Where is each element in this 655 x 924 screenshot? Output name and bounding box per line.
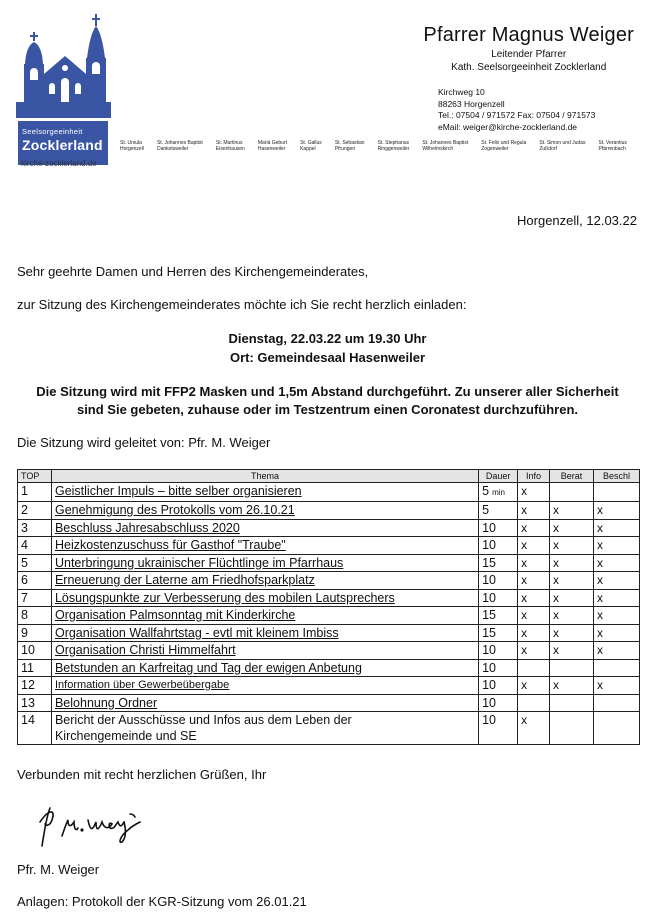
row-duration: [479, 572, 518, 590]
row-decision-flag: x: [594, 554, 640, 572]
row-topic: Genehmigung des Protokolls vom 26.10.21: [51, 502, 478, 520]
row-info-flag: x: [518, 572, 550, 590]
row-decision-flag: [594, 659, 640, 677]
row-duration: [479, 659, 518, 677]
table-row: [18, 519, 640, 537]
row-info-flag: [518, 694, 550, 712]
row-decision-flag: [594, 694, 640, 712]
attachments-line: Anlagen: Protokoll der KGR-Sitzung vom 26.01.21: [17, 894, 307, 909]
col-header-duration: Dauer: [479, 470, 518, 483]
parish-place: Wilhelmskirch: [422, 146, 454, 152]
duration-value: 10: [482, 695, 497, 710]
notice-line-2: sind Sie gebeten, zuhause oder im Testzentrum einen Coronatest durchzuführen.: [76, 402, 579, 417]
row-number: 9: [18, 624, 52, 642]
duration-value: 10: [482, 678, 497, 692]
row-topic: Organisation Christi Himmelfahrt: [51, 642, 478, 660]
parish-item: [422, 140, 481, 152]
parish-place: Zogenweiler: [481, 146, 509, 152]
row-consult-flag: [550, 659, 594, 677]
parish-church: St. Gallus: [300, 140, 322, 146]
row-number: 13: [18, 694, 52, 712]
parish-item: [599, 140, 640, 152]
row-topic-line: Kirchengemeinde und SE: [54, 729, 197, 743]
row-decision-flag: x: [594, 607, 640, 625]
agenda-header-row: [18, 470, 640, 483]
row-topic: Organisation Wallfahrtstag - evtl mit kleinem Imbiss: [51, 624, 478, 642]
row-number: 8: [18, 607, 52, 625]
col-header-info: Info: [518, 470, 550, 483]
duration-value: 15: [482, 608, 497, 622]
row-consult-flag: x: [550, 607, 594, 625]
church-logo: [16, 14, 111, 170]
agenda-table: [17, 469, 640, 745]
row-info-flag: [518, 659, 550, 677]
row-duration: [479, 642, 518, 660]
duration-value: 10: [482, 660, 497, 675]
row-consult-flag: x: [550, 642, 594, 660]
row-topic-line: Bericht der Ausschüsse und Infos aus dem Leben der: [54, 713, 352, 727]
parish-item: [539, 140, 598, 152]
col-header-consult: Berat: [550, 470, 594, 483]
row-number: 3: [18, 519, 52, 537]
row-topic: Information über Gewerbeübergabe: [51, 677, 478, 695]
table-row: [18, 483, 640, 502]
row-duration: [479, 624, 518, 642]
duration-unit: min: [492, 488, 505, 497]
row-duration: [479, 554, 518, 572]
parish-item: [300, 140, 335, 152]
signature-name: Pfr. M. Weiger: [17, 862, 100, 877]
website-url[interactable]: kirche-zocklerland.de: [21, 159, 97, 168]
col-header-topic: Thema: [51, 470, 478, 483]
row-decision-flag: [594, 483, 640, 502]
parish-church: St. Johannes Baptist: [156, 140, 203, 146]
parish-item: [481, 140, 539, 152]
parish-item: [157, 140, 216, 152]
row-number: 12: [18, 677, 52, 695]
row-info-flag: x: [518, 589, 550, 607]
row-topic: [51, 712, 478, 745]
row-info-flag: x: [518, 607, 550, 625]
row-duration: [479, 712, 518, 745]
parish-church: St. Johannes Baptist: [422, 140, 469, 146]
parish-list: [120, 140, 640, 152]
table-row: [18, 694, 640, 712]
row-duration: [479, 694, 518, 712]
row-decision-flag: x: [594, 537, 640, 555]
sender-role: Leitender Pfarrer: [491, 49, 567, 60]
row-duration: [479, 519, 518, 537]
parish-place: Horgenzell: [120, 146, 144, 152]
row-decision-flag: x: [594, 677, 640, 695]
row-number: 2: [18, 502, 52, 520]
parish-place: Zußdorf: [539, 146, 557, 152]
row-info-flag: x: [518, 624, 550, 642]
table-row: [18, 589, 640, 607]
duration-value: 10: [482, 643, 497, 657]
row-number: 6: [18, 572, 52, 590]
row-topic: Beschluss Jahresabschluss 2020: [51, 519, 478, 537]
row-info-flag: x: [518, 677, 550, 695]
duration-value: 10: [482, 573, 497, 587]
parish-place: Pfrungen: [334, 146, 356, 152]
duration-value: 10: [482, 713, 497, 727]
row-consult-flag: x: [550, 677, 594, 695]
row-number: 1: [18, 483, 52, 502]
duration-value: 10: [482, 538, 497, 552]
row-consult-flag: x: [550, 537, 594, 555]
row-info-flag: x: [518, 502, 550, 520]
parish-place: Danketsweiler: [156, 146, 189, 152]
sender-unit: Kath. Seelsorgeeinheit Zocklerland: [451, 62, 607, 73]
row-decision-flag: [594, 712, 640, 745]
row-consult-flag: x: [550, 624, 594, 642]
duration-value: 5: [482, 503, 490, 517]
parish-item: [120, 140, 157, 152]
row-decision-flag: x: [594, 572, 640, 590]
sender-name: Pfarrer Magnus Weiger: [423, 24, 634, 46]
parish-church: St. Stephanus: [377, 140, 410, 146]
sender-block: [423, 24, 634, 73]
parish-item: [258, 140, 300, 152]
chair-line: Die Sitzung wird geleitet von: Pfr. M. Weiger: [17, 435, 271, 450]
signature-image: [32, 800, 157, 850]
parish-item: [335, 140, 378, 152]
table-row: [18, 677, 640, 695]
row-info-flag: x: [518, 519, 550, 537]
address-city: 88263 Horgenzell: [438, 98, 505, 109]
table-row: [18, 642, 640, 660]
row-consult-flag: x: [550, 572, 594, 590]
parish-item: [216, 140, 258, 152]
parish-place: Pfärrenbach: [598, 146, 626, 152]
duration-value: 15: [482, 555, 497, 570]
row-number: 11: [18, 659, 52, 677]
duration-value: 10: [482, 590, 497, 605]
row-topic: Betstunden an Karfreitag und Tag der ewigen Anbetung: [51, 659, 478, 677]
table-row: [18, 554, 640, 572]
row-consult-flag: x: [550, 589, 594, 607]
row-number: 5: [18, 554, 52, 572]
meeting-place: Ort: Gemeindesaal Hasenweiler: [229, 350, 426, 365]
row-consult-flag: [550, 483, 594, 502]
row-info-flag: x: [518, 483, 550, 502]
parish-place: Kappel: [300, 146, 316, 152]
row-topic: Unterbringung ukrainischer Flüchtlinge im Pfarrhaus: [51, 554, 478, 572]
row-topic: Lösungspunkte zur Verbesserung des mobilen Lautsprechers: [51, 589, 478, 607]
row-decision-flag: x: [594, 642, 640, 660]
row-decision-flag: x: [594, 519, 640, 537]
row-topic: Organisation Palmsonntag mit Kinderkirche: [51, 607, 478, 625]
parish-church: Mariä Geburt: [257, 140, 288, 146]
table-row: [18, 659, 640, 677]
address-block: [438, 87, 595, 133]
row-consult-flag: [550, 694, 594, 712]
parish-church: St. Verantius: [598, 140, 627, 146]
row-number: 4: [18, 537, 52, 555]
table-row: [18, 607, 640, 625]
address-email[interactable]: eMail: weiger@kirche-zocklerland.de: [438, 121, 578, 132]
row-decision-flag: x: [594, 589, 640, 607]
church-towers-icon: [16, 14, 111, 122]
row-topic: Geistlicher Impuls – bitte selber organisieren: [51, 483, 478, 502]
parish-item: [378, 140, 423, 152]
row-duration: [479, 483, 518, 502]
row-topic: Belohnung Ordner: [51, 694, 478, 712]
table-row: [18, 572, 640, 590]
row-duration: [479, 537, 518, 555]
duration-value: 15: [482, 625, 497, 640]
col-header-decision: Beschl: [594, 470, 640, 483]
row-consult-flag: x: [550, 519, 594, 537]
address-street: Kirchweg 10: [438, 87, 485, 97]
table-row: [18, 537, 640, 555]
row-decision-flag: x: [594, 502, 640, 520]
row-info-flag: x: [518, 537, 550, 555]
table-row: [18, 624, 640, 642]
notice-line-1: Die Sitzung wird mit FFP2 Masken und 1,5m Abstand durchgeführt. Zu unserer aller Sicherheit: [36, 384, 619, 399]
row-consult-flag: x: [550, 502, 594, 520]
row-topic: Erneuerung der Laterne am Friedhofsparkplatz: [51, 572, 478, 590]
logo-text-large: Zocklerland: [22, 137, 103, 153]
row-decision-flag: x: [594, 624, 640, 642]
row-number: 14: [18, 712, 52, 745]
row-duration: [479, 502, 518, 520]
row-consult-flag: x: [550, 554, 594, 572]
date-line: Horgenzell, 12.03.22: [517, 213, 637, 228]
parish-church: St. Ursula: [120, 140, 142, 146]
table-row: [18, 712, 640, 745]
parish-place: Eisenhausen: [215, 146, 245, 152]
row-info-flag: x: [518, 642, 550, 660]
table-row: [18, 502, 640, 520]
parish-church: St. Felix und Regula: [481, 140, 527, 146]
parish-church: St. Martinus: [215, 140, 243, 146]
meeting-date: Dienstag, 22.03.22 um 19.30 Uhr: [228, 331, 427, 346]
row-topic: Heizkostenzuschuss für Gasthof "Traube": [51, 537, 478, 555]
duration-value: 5: [482, 484, 490, 498]
row-info-flag: x: [518, 554, 550, 572]
row-info-flag: x: [518, 712, 550, 745]
address-phone: Tel.: 07504 / 971572 Fax: 07504 / 971573: [438, 110, 596, 120]
parish-church: St. Simon und Judas: [539, 140, 586, 146]
row-duration: [479, 677, 518, 695]
duration-value: 10: [482, 520, 497, 535]
intro-text: zur Sitzung des Kirchengemeinderates möchte ich Sie recht herzlich einladen:: [17, 297, 467, 312]
row-duration: [479, 589, 518, 607]
salutation: Sehr geehrte Damen und Herren des Kirchengemeinderates,: [17, 264, 369, 279]
col-header-top: TOP: [18, 470, 52, 483]
parish-church: St. Sebastian: [334, 140, 365, 146]
logo-text-small: Seelsorgeeinheit: [22, 127, 83, 136]
row-consult-flag: [550, 712, 594, 745]
parish-place: Ringgenweiler: [377, 146, 410, 152]
closing-text: Verbunden mit recht herzlichen Grüßen, Ihr: [17, 767, 267, 782]
parish-place: Hasenweiler: [257, 146, 286, 152]
row-duration: [479, 607, 518, 625]
row-number: 10: [18, 642, 52, 660]
row-number: 7: [18, 589, 52, 607]
